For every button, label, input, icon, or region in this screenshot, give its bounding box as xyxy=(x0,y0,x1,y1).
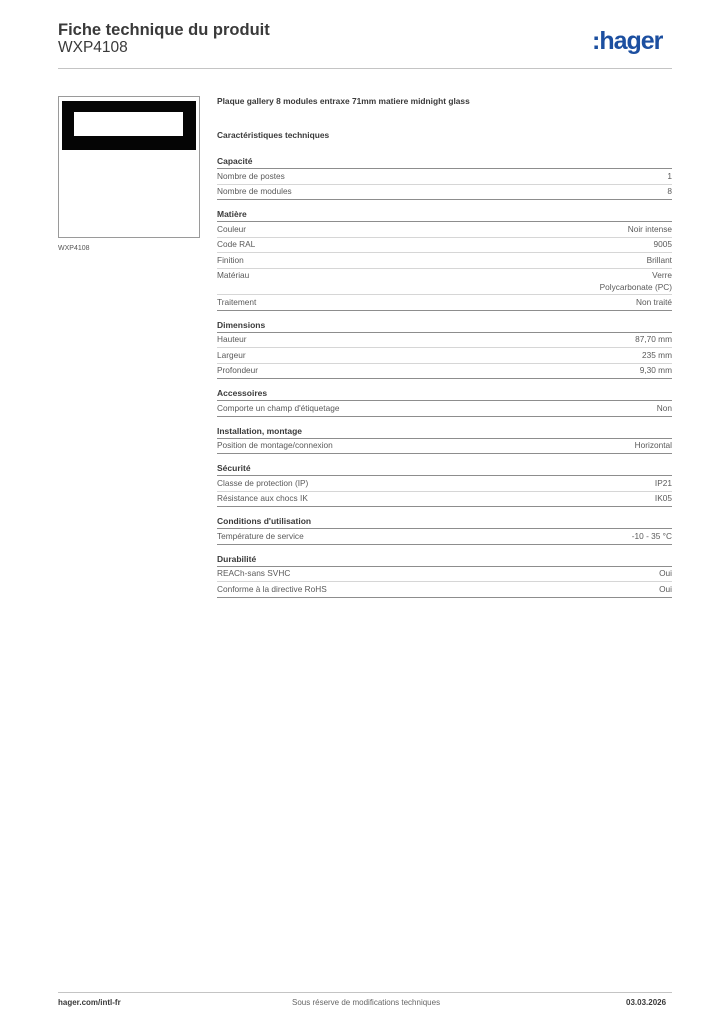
spec-label: Résistance aux chocs IK xyxy=(217,493,308,503)
spec-value xyxy=(655,493,672,505)
section-title: Dimensions xyxy=(217,318,672,333)
spec-label: REACh-sans SVHC xyxy=(217,568,291,578)
spec-value xyxy=(667,186,672,198)
spec-label: Code RAL xyxy=(217,239,256,249)
document-title: Fiche technique du produit xyxy=(58,21,270,39)
spec-section xyxy=(217,207,672,311)
plate-window xyxy=(74,112,183,136)
spec-row xyxy=(217,348,672,364)
spec-label: Hauteur xyxy=(217,334,247,344)
spec-label: Comporte un champ d'étiquetage xyxy=(217,402,340,413)
spec-value-line: Verre xyxy=(652,270,672,280)
specs-title: Caractéristiques techniques xyxy=(217,130,330,140)
spec-value xyxy=(635,334,672,346)
spec-value-line: IK05 xyxy=(654,493,672,503)
spec-row xyxy=(217,476,672,492)
spec-row xyxy=(217,222,672,238)
spec-value-line: Non xyxy=(656,402,672,413)
spec-row xyxy=(217,253,672,269)
spec-value xyxy=(657,403,672,415)
footer-divider xyxy=(58,992,672,993)
hager-logo-text: :hager xyxy=(592,27,663,55)
spec-value-line: Noir intense xyxy=(627,223,672,234)
spec-label: Traitement xyxy=(217,296,257,307)
section-title: Durabilité xyxy=(217,552,672,567)
spec-label: Position de montage/connexion xyxy=(217,440,333,450)
spec-label: Couleur xyxy=(217,223,247,234)
spec-label: Classe de protection (IP) xyxy=(217,477,309,488)
spec-label: Profondeur xyxy=(217,365,259,375)
section-title: Accessoires xyxy=(217,386,672,401)
hager-logo xyxy=(592,27,674,57)
spec-value-line: Non traité xyxy=(636,296,672,307)
product-image xyxy=(58,96,200,238)
spec-row xyxy=(217,238,672,254)
section-title: Conditions d'utilisation xyxy=(217,514,672,529)
spec-row xyxy=(217,169,672,185)
plate-frame xyxy=(62,101,196,150)
section-title: Matière xyxy=(217,207,672,222)
spec-value-line: Oui xyxy=(659,568,672,578)
spec-value-line: 9005 xyxy=(653,239,672,249)
spec-value xyxy=(600,270,672,293)
spec-section xyxy=(217,514,672,545)
image-caption: WXP4108 xyxy=(58,245,90,252)
spec-value xyxy=(655,478,672,490)
spec-value xyxy=(667,171,672,183)
footer-note: Sous réserve de modifications techniques xyxy=(292,998,441,1007)
spec-value xyxy=(654,239,672,251)
product-reference: WXP4108 xyxy=(58,39,128,56)
spec-row xyxy=(217,401,672,417)
spec-label: Nombre de postes xyxy=(217,170,285,181)
spec-value xyxy=(635,440,672,452)
spec-value xyxy=(640,365,672,377)
spec-section xyxy=(217,154,672,200)
spec-value-line: Horizontal xyxy=(634,440,672,450)
spec-label: Matériau xyxy=(217,270,250,280)
spec-value-line: 8 xyxy=(667,186,672,196)
spec-section xyxy=(217,424,672,455)
spec-section xyxy=(217,461,672,507)
spec-row xyxy=(217,567,672,583)
spec-value xyxy=(636,297,672,309)
spec-label: Finition xyxy=(217,254,244,265)
spec-row xyxy=(217,364,672,380)
spec-section xyxy=(217,386,672,417)
spec-row xyxy=(217,269,672,296)
spec-value-line: 235 mm xyxy=(642,349,672,360)
spec-value-line: Oui xyxy=(659,583,672,594)
spec-value-line: -10 - 35 °C xyxy=(631,530,672,541)
spec-row xyxy=(217,295,672,311)
section-title: Capacité xyxy=(217,154,672,169)
spec-row xyxy=(217,492,672,508)
spec-value-line: 87,70 mm xyxy=(635,334,672,344)
spec-value-line: IP21 xyxy=(654,477,672,488)
spec-row xyxy=(217,439,672,455)
spec-value xyxy=(647,255,672,267)
spec-row xyxy=(217,333,672,349)
spec-value-line: 1 xyxy=(667,170,672,181)
product-description: Plaque gallery 8 modules entraxe 71mm matiere midnight glass xyxy=(217,96,470,106)
spec-value-line: Brillant xyxy=(646,254,672,265)
spec-label: Largeur xyxy=(217,349,246,360)
specs-table xyxy=(217,154,672,605)
spec-label: Conforme à la directive RoHS xyxy=(217,583,327,594)
spec-row xyxy=(217,582,672,598)
spec-label: Température de service xyxy=(217,530,304,541)
spec-section xyxy=(217,552,672,598)
spec-section xyxy=(217,318,672,380)
footer-url[interactable]: hager.com/intl-fr xyxy=(58,998,121,1007)
spec-value-line: 9,30 mm xyxy=(639,365,672,375)
spec-value xyxy=(632,531,672,543)
spec-value xyxy=(628,224,672,236)
spec-label: Nombre de modules xyxy=(217,186,292,196)
spec-row xyxy=(217,185,672,201)
section-title: Installation, montage xyxy=(217,424,672,439)
spec-value xyxy=(659,568,672,580)
footer-date: 03.03.2026 xyxy=(626,998,667,1007)
header-divider xyxy=(58,68,672,69)
spec-value xyxy=(659,584,672,596)
spec-value xyxy=(642,350,672,362)
section-title: Sécurité xyxy=(217,461,672,476)
spec-row xyxy=(217,529,672,545)
spec-value-line: Polycarbonate (PC) xyxy=(599,281,672,292)
